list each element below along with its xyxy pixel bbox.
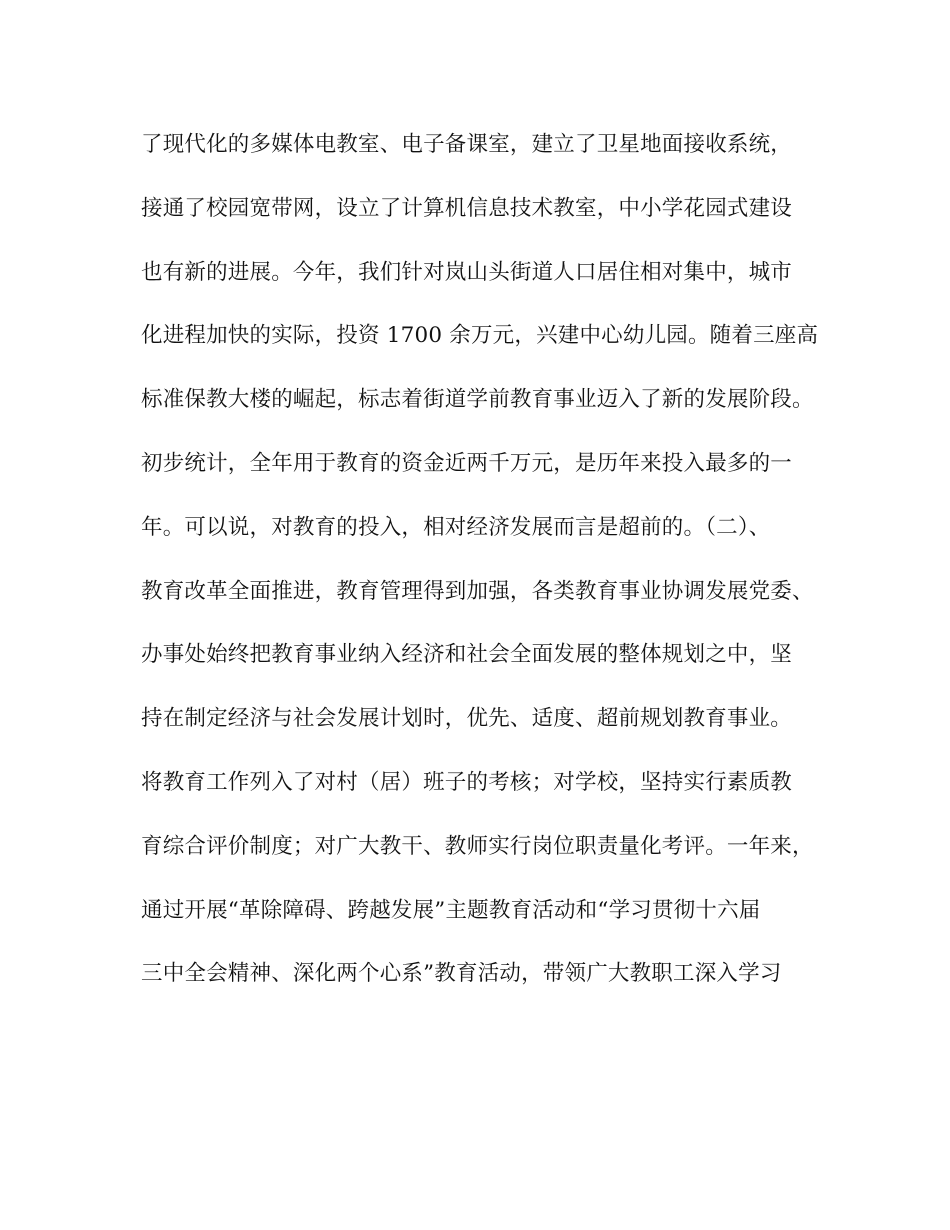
text-line: 办事处始终把教育事业纳入经济和社会全面发展的整体规划之中，坚 (141, 642, 793, 668)
text-line: 三中全会精神、深化两个心系”教育活动，带领广大教职工深入学习 (141, 961, 782, 987)
text-line: 接通了校园宽带网，设立了计算机信息技术教室，中小学花园式建设 (141, 195, 793, 221)
text-line: 也有新的进展。今年，我们针对岚山头街道人口居住相对集中，城市 (141, 259, 793, 285)
text-line: 教育改革全面推进，教育管理得到加强，各类教育事业协调发展党委、 (141, 578, 814, 604)
text-line: 初步统计，全年用于教育的资金近两千万元，是历年来投入最多的一 (141, 450, 793, 476)
text-line: 将教育工作列入了对村（居）班子的考核；对学校，坚持实行素质教 (141, 769, 793, 795)
text-line: 年。可以说，对教育的投入，相对经济发展而言是超前的。（二）、 (141, 514, 771, 540)
text-line: 标准保教大楼的崛起，标志着街道学前教育事业迈入了新的发展阶段。 (141, 387, 814, 413)
body-paragraph (141, 125, 821, 1018)
text-line: 持在制定经济与社会发展计划时，优先、适度、超前规划教育事业。 (141, 706, 793, 732)
text-line: 育综合评价制度；对广大教干、教师实行岗位职责量化考评。一年来， (141, 833, 814, 859)
text-line: 了现代化的多媒体电教室、电子备课室，建立了卫星地面接收系统， (141, 132, 793, 157)
text-line: 通过开展“革除障碍、跨越发展”主题教育活动和“学习贯彻十六届 (141, 897, 761, 923)
text-line: 化进程加快的实际，投资 1700 余万元，兴建中心幼儿园。随着三座高 (141, 323, 819, 349)
